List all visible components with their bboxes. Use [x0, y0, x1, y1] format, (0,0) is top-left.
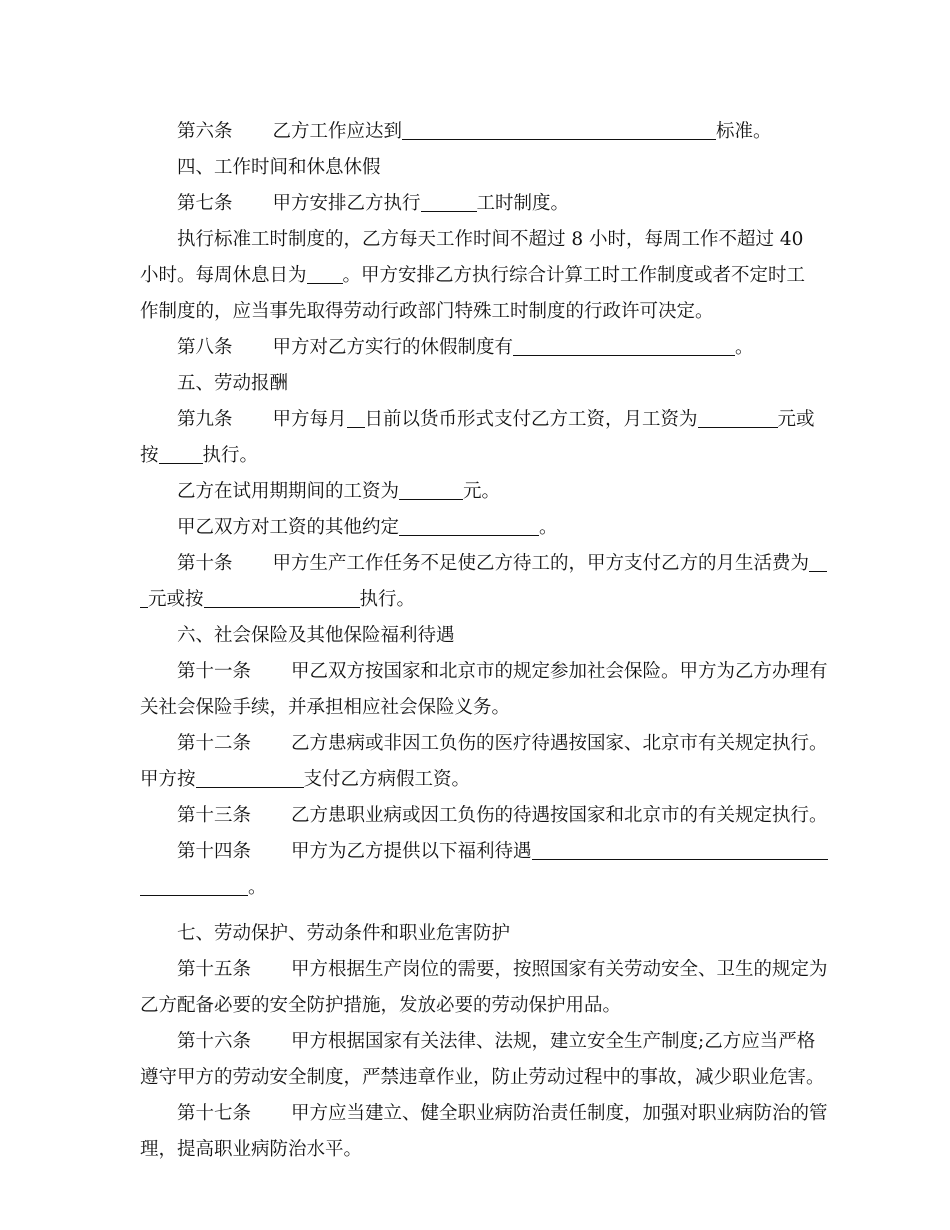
standard-hours-line-3: 作制度的，应当事先取得劳动行政部门特殊工时制度的行政许可决定。	[140, 301, 714, 322]
article-12-line-2: 甲方按 支付乙方病假工资。	[140, 769, 471, 790]
article-10-line-2: 元或按 执行。	[140, 582, 820, 618]
article-7: 第七条 甲方安排乙方执行 工时制度。	[177, 193, 570, 214]
article-12: 第十二条 乙方患病或非因工负伤的医疗待遇按国家、北京市有关规定执行。	[177, 733, 828, 754]
fill-blank	[399, 479, 463, 500]
article-17-line-2: 理，提高职业病防治水平。	[140, 1139, 363, 1160]
article-12-head: 第十二条	[177, 733, 252, 754]
article-9-line-2: 按 执行。	[140, 445, 259, 466]
section-6-heading: 六、社会保险及其他保险福利待遇	[177, 625, 455, 646]
fill-blank	[307, 263, 343, 284]
article-8: 第八条 甲方对乙方实行的休假制度有 。	[177, 337, 754, 358]
article-11: 第十一条 甲乙双方按国家和北京市的规定参加社会保险。甲方为乙方办理有	[177, 661, 828, 682]
article-9-head: 第九条	[177, 409, 233, 430]
section-4-heading: 四、工作时间和休息休假	[177, 157, 381, 178]
article-11-head: 第十一条	[177, 661, 252, 682]
standard-hours-line-1: 执行标准工时制度的，乙方每天工作时间不超过 8 小时，每周工作不超过 40	[177, 229, 804, 250]
article-17: 第十七条 甲方应当建立、健全职业病防治责任制度，加强对职业病防治的管	[177, 1103, 828, 1124]
section-5-heading: 五、劳动报酬	[177, 373, 289, 394]
article-13-head: 第十三条	[177, 805, 252, 826]
section-7-heading: 七、劳动保护、劳动条件和职业危害防护	[177, 923, 511, 944]
article-10: 第十条 甲方生产工作任务不足使乙方待工的，甲方支付乙方的月生活费为	[140, 546, 820, 582]
article-9: 第九条 甲方每月 日前以货币形式支付乙方工资，月工资为 元或	[177, 409, 815, 430]
probation-wage: 乙方在试用期期间的工资为 元。	[177, 481, 501, 502]
article-11-line-2: 关社会保险手续，并承担相应社会保险义务。	[140, 697, 511, 718]
standard-hours-line-2: 小时。每周休息日为 。甲方安排乙方执行综合计算工时工作制度或者不定时工	[140, 265, 806, 286]
document-body	[140, 114, 828, 1168]
fill-blank	[809, 551, 827, 572]
article-15: 第十五条 甲方根据生产岗位的需要，按照国家有关劳动安全、卫生的规定为	[177, 959, 828, 980]
fill-blank	[347, 407, 365, 428]
article-15-line-2: 乙方配备必要的安全防护措施，发放必要的劳动保护用品。	[140, 995, 622, 1016]
fill-blank	[204, 587, 360, 608]
article-14: 第十四条 甲方为乙方提供以下福利待遇	[140, 834, 820, 870]
article-7-head: 第七条	[177, 193, 233, 214]
article-6-head: 第六条	[177, 121, 233, 142]
article-14-head: 第十四条	[177, 841, 252, 862]
article-17-head: 第十七条	[177, 1103, 252, 1124]
fill-blank	[140, 587, 148, 608]
article-14-line-2: 。	[140, 870, 820, 906]
article-6: 第六条 乙方工作应达到 标准。	[177, 121, 772, 142]
fill-blank	[399, 515, 539, 536]
other-pay-agreement: 甲乙双方对工资的其他约定 。	[177, 517, 558, 538]
paragraph-gap	[140, 906, 820, 916]
article-16-head: 第十六条	[177, 1031, 252, 1052]
fill-blank	[532, 839, 828, 860]
article-15-head: 第十五条	[177, 959, 252, 980]
fill-blank	[402, 119, 716, 140]
article-16: 第十六条 甲方根据国家有关法律、法规，建立安全生产制度;乙方应当严格	[177, 1031, 816, 1052]
fill-blank	[513, 335, 735, 356]
fill-blank	[159, 443, 203, 464]
fill-blank	[421, 191, 477, 212]
fill-blank	[698, 407, 778, 428]
fill-blank	[196, 767, 304, 788]
article-8-head: 第八条	[177, 337, 233, 358]
article-10-head: 第十条	[177, 553, 233, 574]
article-16-line-2: 遵守甲方的劳动安全制度，严禁违章作业，防止劳动过程中的事故，减少职业危害。	[140, 1067, 825, 1088]
article-13: 第十三条 乙方患职业病或因工负伤的待遇按国家和北京市的有关规定执行。	[177, 805, 828, 826]
fill-blank	[140, 875, 248, 896]
